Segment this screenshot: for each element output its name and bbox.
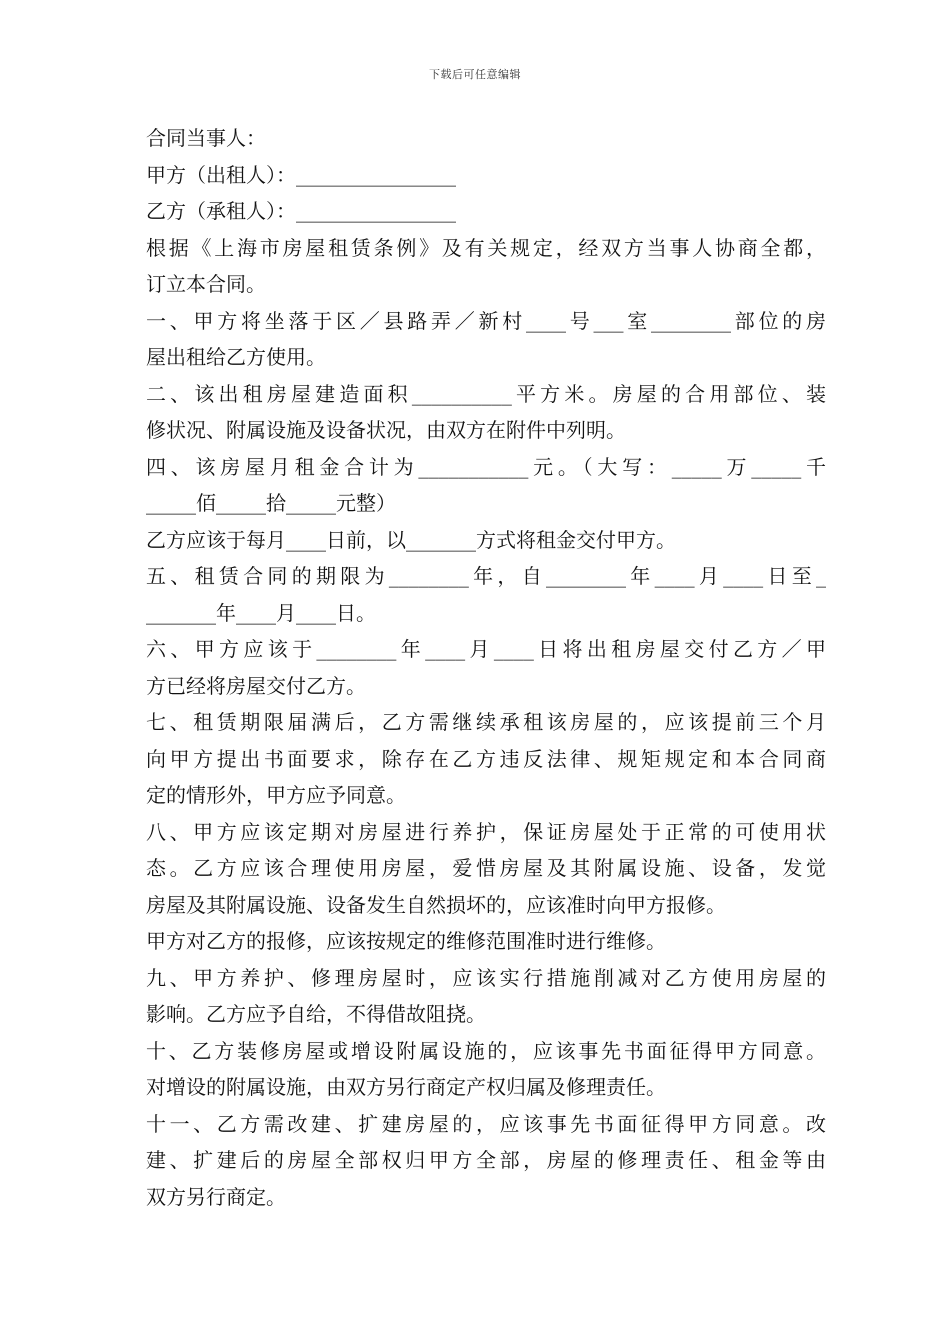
contract-line: 方已经将房屋交付乙方。 (146, 673, 366, 698)
contract-line: 甲方（出租人）：________________ (146, 162, 456, 187)
contract-line: 八、甲方应该定期对房屋进行养护，保证房屋处于正常的可使用状 (146, 819, 826, 844)
contract-line: 屋出租给乙方使用。 (146, 345, 326, 369)
contract-line: 态。乙方应该合理使用房屋，爱惜房屋及其附属设施、设备，发觉 (146, 856, 826, 880)
contract-line: 修状况、附属设施及设备状况，由双方在附件中列明。 (146, 418, 626, 442)
contract-line: 九、甲方养护、修理房屋时，应该实行措施削减对乙方使用房屋的 (146, 965, 826, 990)
contract-line: 建、扩建后的房屋全部权归甲方全部，房屋的修理责任、租金等由 (146, 1148, 826, 1172)
contract-line: 订立本合同。 (146, 272, 266, 296)
contract-line: 对增设的附属设施，由双方另行商定产权归属及修理责任。 (146, 1075, 666, 1099)
contract-line: _____佰_____拾_____元整） (146, 491, 396, 515)
contract-line: 根据《上海市房屋租赁条例》及有关规定，经双方当事人协商全都， (146, 235, 826, 260)
contract-line: 乙方（承租人）：________________ (146, 199, 456, 223)
contract-body (146, 120, 826, 1215)
contract-line: 六、甲方应该于________年____月____日将出租房屋交付乙方／甲 (146, 637, 826, 661)
contract-line: 二、该出租房屋建造面积__________平方米。房屋的合用部位、装 (146, 381, 826, 406)
contract-line: 十一、乙方需改建、扩建房屋的，应该事先书面征得甲方同意。改 (146, 1111, 826, 1136)
contract-line: 合同当事人： (146, 126, 266, 150)
contract-line: 双方另行商定。 (146, 1184, 286, 1209)
contract-line: 十、乙方装修房屋或增设附属设施的，应该事先书面征得甲方同意。 (146, 1038, 826, 1063)
contract-line: 房屋及其附属设施、设备发生自然损坏的，应该准时向甲方报修。 (146, 892, 726, 917)
contract-line: 甲方对乙方的报修，应该按规定的维修范围准时进行维修。 (146, 929, 666, 953)
contract-line: 影响。乙方应予自给，不得借故阻挠。 (146, 1002, 486, 1026)
contract-line: 七、租赁期限届满后，乙方需继续承租该房屋的，应该提前三个月 (146, 710, 826, 734)
contract-line: _______年____月____日。 (146, 600, 376, 625)
contract-line: 五、租赁合同的期限为________年，自________年____月____日至_ (146, 564, 826, 588)
page-header: 下载后可任意编辑 (429, 68, 521, 81)
contract-line: 一、甲方将坐落于区／县路弄／新村____号___室________部位的房 (146, 308, 826, 333)
contract-line: 定的情形外，甲方应予同意。 (146, 783, 406, 807)
contract-line: 四、该房屋月租金合计为___________元。（大写：_____万_____千 (146, 454, 826, 479)
contract-line: 向甲方提出书面要求，除存在乙方违反法律、规矩规定和本合同商 (146, 746, 826, 771)
contract-line: 乙方应该于每月____日前，以_______方式将租金交付甲方。 (146, 527, 676, 552)
